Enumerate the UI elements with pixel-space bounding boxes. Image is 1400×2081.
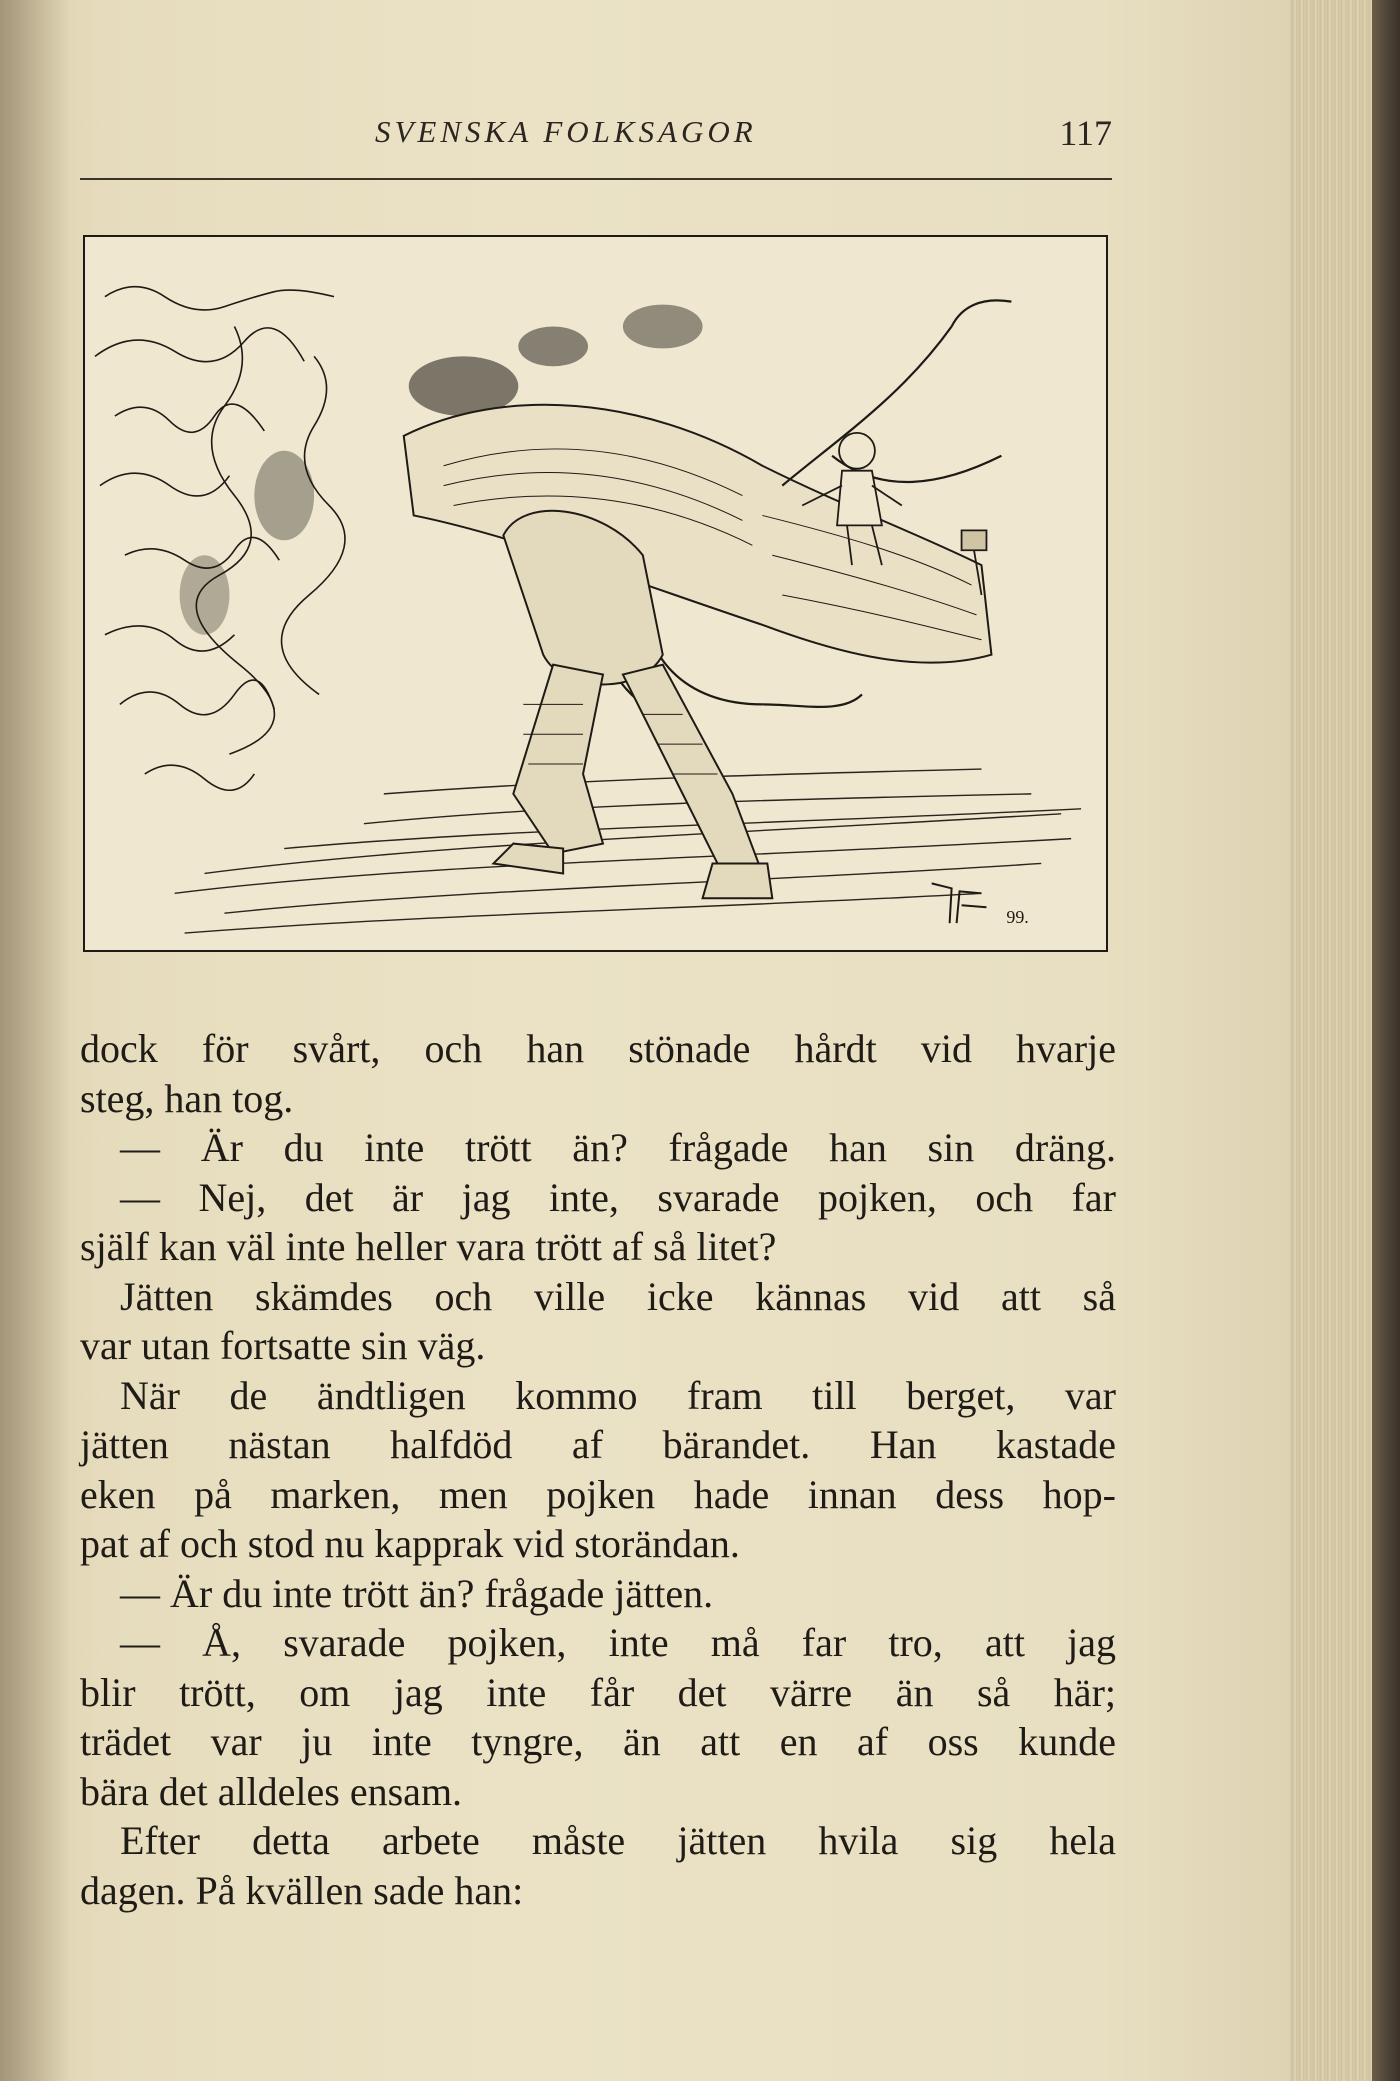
text-line: pat af och stod nu kapprak vid storändan. [80,1521,740,1566]
text-line: — Å, svarade pojken, inte må far tro, att jag [120,1620,1116,1665]
text-line: jätten nästan halfdöd af bärandet. Han kastade [80,1422,1116,1467]
text-line: Jätten skämdes och ville icke kännas vid att så [120,1273,1116,1319]
text-line: — Är du inte trött än? frågade jätten. [120,1570,714,1616]
text-line: När de ändtligen kommo fram till berget, var [120,1372,1116,1418]
text-line: själf kan väl inte heller vara trött af så litet? [80,1224,777,1269]
text-line: — Nej, det är jag inte, svarade pojken, och far [120,1174,1116,1220]
text-line: — Är du inte trött än? frågade han sin dräng. [120,1125,1116,1170]
running-title: SVENSKA FOLKSAGOR [375,114,757,149]
signature-year: 99. [1006,907,1029,928]
text-line: blir trött, om jag inte får det värre än så här; [80,1669,1116,1715]
text-line: eken på marken, men pojken hade innan dess hop- [80,1471,1116,1517]
book-cover-edge [1372,0,1400,2081]
text-line: dagen. På kvällen sade han: [80,1867,524,1913]
ground-hatching [175,769,1081,933]
text-line: dock för svårt, och han stönade hårdt vid hvarje [80,1026,1116,1071]
text-line: trädet var ju inte tyngre, än att en af oss kunde [80,1719,1116,1764]
text-line: var utan fortsatte sin väg. [80,1323,486,1368]
illustration-drawing [85,237,1106,950]
gutter-shadow [0,0,70,2081]
oak-trunk [404,405,992,663]
page-number: 117 [1059,113,1112,153]
running-header [160,108,1112,168]
header-rule [80,178,1112,180]
foliage-left [95,287,345,791]
text-line: Efter detta arbete måste jätten hvila sig hela [120,1818,1116,1863]
illustration-giant-carrying-oak [83,235,1108,952]
body-text [80,1024,1116,1915]
artist-monogram [932,883,987,923]
text-line: steg, han tog. [80,1075,294,1121]
text-line: bära det alldeles ensam. [80,1768,463,1814]
